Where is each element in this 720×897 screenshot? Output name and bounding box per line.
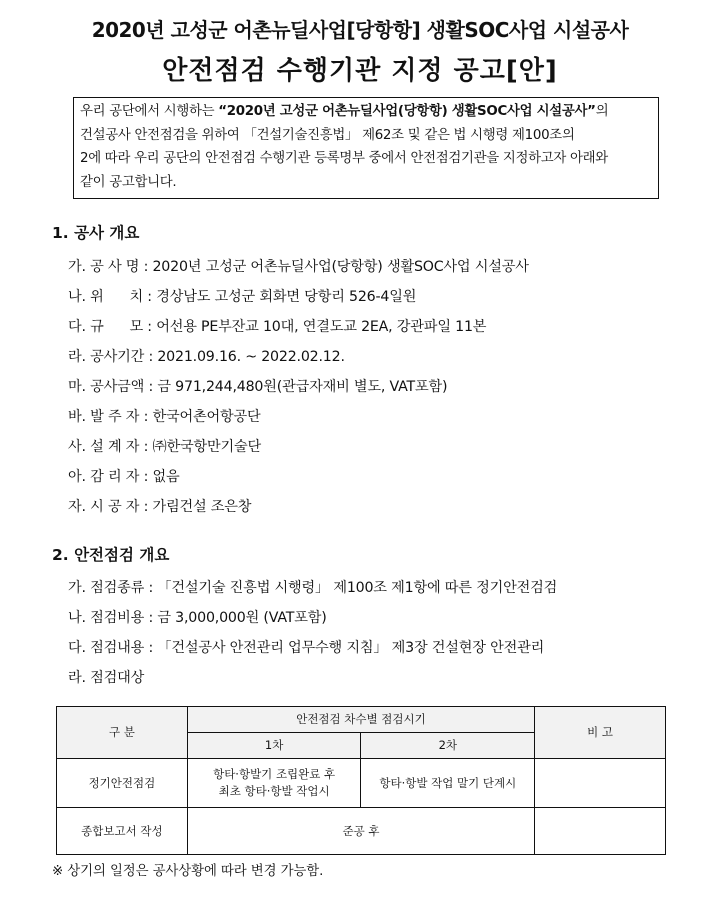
section2-heading: 2. 안전점검 개요 xyxy=(52,546,170,564)
table-row xyxy=(57,808,666,855)
item-label: 나. 점검비용 xyxy=(68,610,145,626)
header-schedule: 안전점검 차수별 점검시기 xyxy=(187,707,534,733)
document-title-line1: 2020년 고성군 어촌뉴딜사업[당항항] 생활SOC사업 시설공사 xyxy=(91,18,629,42)
row-label: 정기안전점검 xyxy=(57,759,188,808)
header-second: 2차 xyxy=(361,733,535,759)
intro-pre: 우리 공단에서 시행하는 xyxy=(80,104,219,119)
item-value: ㈜한국항만기술단 xyxy=(152,439,261,455)
item-label: 마. 공사금액 xyxy=(68,379,145,395)
row-label: 종합보고서 작성 xyxy=(57,808,188,855)
intro-line3: 2에 따라 우리 공단의 안전점검 수행기관 등록명부 중에서 안전점검기관을 지정하고자 아래와 xyxy=(80,151,608,166)
client-row: 바. 발 주 자 : 한국어촌어항공단 xyxy=(68,406,261,426)
item-value: 금 3,000,000원 (VAT포함) xyxy=(157,610,327,626)
inspection-type-row: 가. 점검종류 : 「건설기술 진흥법 시행령」 제100조 제1항에 따른 정기안전검검 xyxy=(68,577,557,597)
intro-line2: 건설공사 안전점검을 위하여 「건설기술진흥법」 제62조 및 같은 법 시행령 제100조의 xyxy=(80,127,575,143)
header-first: 1차 xyxy=(187,733,361,759)
first-line1: 항타·항발기 조립완료 후 xyxy=(213,767,336,781)
item-value: 가림건설 조은창 xyxy=(152,499,252,515)
item-label: 나. 위 치 xyxy=(68,289,143,305)
table-header-row xyxy=(57,707,666,733)
item-label: 바. 발 주 자 xyxy=(68,409,140,425)
inspection-target-row xyxy=(68,667,144,687)
row-second-cell: 항타·항발 작업 말기 단계시 xyxy=(361,759,535,808)
item-value: 2021.09.16. ~ 2022.02.12. xyxy=(157,349,345,365)
item-label: 가. 점검종류 xyxy=(68,580,145,596)
location-row: 나. 위 치 : 경상남도 고성군 회화면 당항리 526-4일원 xyxy=(68,286,416,306)
row-first-cell xyxy=(187,759,361,808)
intro-line1 xyxy=(80,100,653,124)
designer-row: 사. 설 계 자 : ㈜한국항만기술단 xyxy=(68,436,261,456)
intro-project-quote: “2020년 고성군 어촌뉴딜사업(당항항) 생활SOC사업 시설공사” xyxy=(218,104,596,119)
intro-line4: 같이 공고합니다. xyxy=(80,174,177,190)
header-note: 비 고 xyxy=(535,707,666,759)
row-note-cell xyxy=(535,759,666,808)
period-row: 라. 공사기간 : 2021.09.16. ~ 2022.02.12. xyxy=(68,346,345,366)
item-label: 다. 점검내용 xyxy=(68,640,145,656)
supervisor-row: 아. 감 리 자 : 없음 xyxy=(68,466,179,486)
header-gubun: 구 분 xyxy=(57,707,188,759)
footnote: ※ 상기의 일정은 공사상황에 따라 변경 가능함. xyxy=(52,864,324,879)
intro-post: 의 xyxy=(595,104,609,119)
item-label: 사. 설 계 자 xyxy=(68,439,140,455)
inspection-content-row: 다. 점검내용 : 「건설공사 안전관리 업무수행 지침」 제3장 건설현장 안전관리 xyxy=(68,637,544,657)
item-label: 라. 점검대상 xyxy=(68,670,145,686)
item-label: 라. 공사기간 xyxy=(68,349,145,365)
item-value: 경상남도 고성군 회화면 당항리 526-4일원 xyxy=(156,289,417,305)
document-title-line2: 안전점검 수행기관 지정 공고[안] xyxy=(162,56,558,86)
project-name-row: 가. 공 사 명 : 2020년 고성군 어촌뉴딜사업(당항항) 생활SOC사업 시설공사 xyxy=(68,256,529,276)
item-value: 한국어촌어항공단 xyxy=(152,409,261,425)
item-value: 「건설공사 안전관리 업무수행 지침」 제3장 건설현장 안전관리 xyxy=(157,640,545,656)
row-note-cell xyxy=(535,808,666,855)
row-value-cell: 준공 후 xyxy=(187,808,534,855)
item-value: 금 971,244,480원(관급자재비 별도, VAT포함) xyxy=(157,379,448,395)
first-line2: 최초 항타·항발 작업시 xyxy=(218,784,330,798)
item-label: 자. 시 공 자 xyxy=(68,499,140,515)
inspection-cost-row: 나. 점검비용 : 금 3,000,000원 (VAT포함) xyxy=(68,607,327,627)
item-label: 아. 감 리 자 xyxy=(68,469,140,485)
item-value: 「건설기술 진흥법 시행령」 제100조 제1항에 따른 정기안전검검 xyxy=(157,580,558,596)
section1-heading: 1. 공사 개요 xyxy=(52,224,140,242)
table-row xyxy=(57,759,666,808)
intro-box xyxy=(73,97,659,199)
amount-row: 마. 공사금액 : 금 971,244,480원(관급자재비 별도, VAT포함) xyxy=(68,376,447,396)
inspection-schedule-table xyxy=(56,706,666,855)
item-label: 다. 규 모 xyxy=(68,319,143,335)
item-value: 2020년 고성군 어촌뉴딜사업(당항항) 생활SOC사업 시설공사 xyxy=(152,259,529,275)
item-value: 없음 xyxy=(152,469,180,485)
scale-row: 다. 규 모 : 어선용 PE부잔교 10대, 연결도교 2EA, 강관파일 11본 xyxy=(68,316,486,336)
contractor-row: 자. 시 공 자 : 가림건설 조은창 xyxy=(68,496,251,516)
item-value: 어선용 PE부잔교 10대, 연결도교 2EA, 강관파일 11본 xyxy=(156,319,487,335)
item-label: 가. 공 사 명 xyxy=(68,259,140,275)
